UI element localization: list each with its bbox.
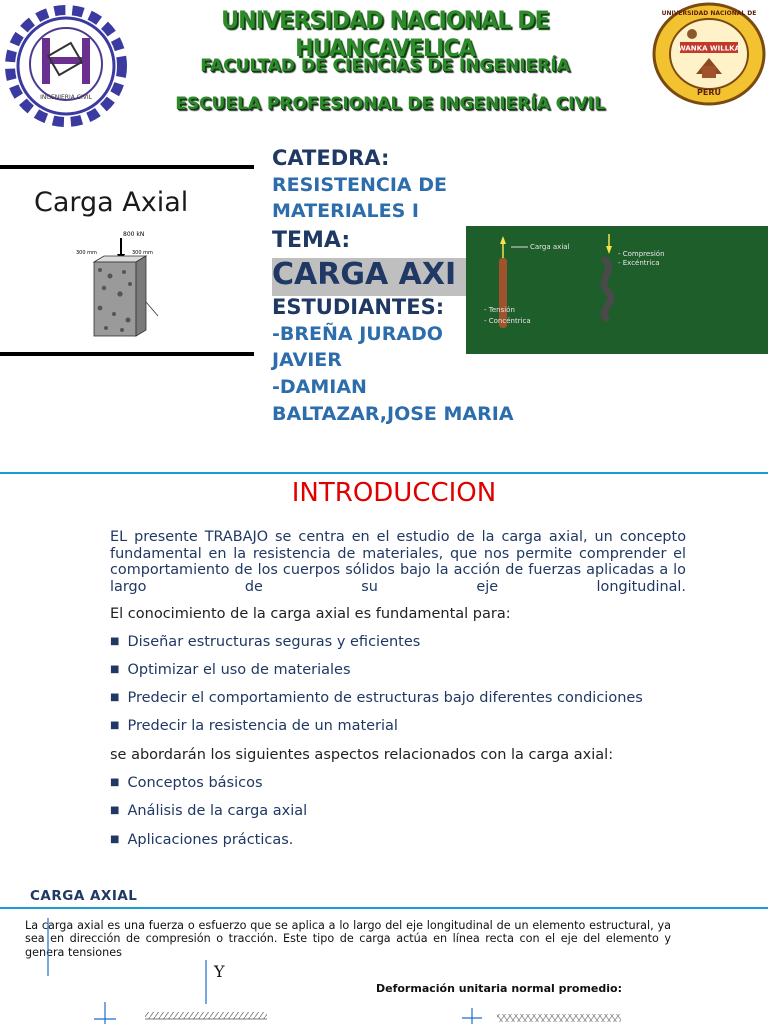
board-label-excentrica: - Excéntrica bbox=[618, 259, 660, 267]
bullet-item: ■ Optimizar el uso de materiales bbox=[110, 662, 351, 678]
axial-diagrams bbox=[0, 912, 768, 1024]
bullet-item: ■ Análisis de la carga axial bbox=[110, 803, 308, 819]
cover-title: Carga Axial bbox=[34, 187, 189, 218]
intro-lead-2: se abordarán los siguientes aspectos relacionados con la carga axial: bbox=[110, 747, 614, 763]
dim-left: 300 mm bbox=[76, 250, 97, 256]
cover-top-rule bbox=[0, 165, 254, 169]
student-2-line-1: -DAMIAN bbox=[272, 376, 367, 398]
board-label-tension: - Tensión bbox=[484, 306, 515, 314]
tema-label: TEMA: bbox=[272, 228, 351, 253]
student-2-line-2: BALTAZAR,JOSE MARIA bbox=[272, 403, 514, 425]
bullet-item: ■ Predecir el comportamiento de estructuras bajo diferentes condiciones bbox=[110, 690, 643, 706]
intro-title: INTRODUCCION bbox=[291, 478, 497, 508]
section-divider bbox=[0, 472, 768, 474]
catedra-value-2: MATERIALES I bbox=[272, 200, 419, 222]
chalkboard-drawing bbox=[466, 226, 768, 354]
bullet-item: ■ Aplicaciones prácticas. bbox=[110, 832, 294, 848]
chalkboard-image bbox=[466, 226, 768, 354]
cover-bottom-rule bbox=[0, 352, 254, 356]
estudiantes-label: ESTUDIANTES: bbox=[272, 295, 445, 319]
board-label-compresion: - Compresión bbox=[618, 250, 665, 258]
civil-engineering-gear-logo bbox=[2, 2, 130, 130]
seal-top-text: UNIVERSIDAD NACIONAL DE bbox=[661, 10, 757, 17]
school-name: ESCUELA PROFESIONAL DE INGENIERÍA CIVIL bbox=[175, 94, 605, 114]
section-underline bbox=[0, 907, 768, 909]
deformation-label: Deformación unitaria normal promedio: bbox=[376, 982, 622, 995]
section-text: La carga axial es una fuerza o esfuerzo que se aplica a lo largo del eje longitudinal de un elemento estructural, ya sea en dirección de compresión o tracción. Este tipo de carga actúa en línea recta con el eje del elemento y genera tensiones bbox=[25, 919, 671, 959]
catedra-label: CATEDRA: bbox=[272, 146, 390, 170]
intro-lead-1: El conocimiento de la carga axial es fundamental para: bbox=[110, 606, 511, 622]
faculty-name: FACULTAD DE CIENCIAS DE INGENIERÍA bbox=[200, 56, 570, 76]
student-1-line-2: JAVIER bbox=[272, 349, 342, 371]
intro-paragraph: EL presente TRABAJO se centra en el estudio de la carga axial, un concepto fundamental en la resistencia de materiales, que nos permite comprender el comportamiento de los cuerpos sólidos bajo la acción de fuerzas aplicadas a lo largo de su eje longitudinal. bbox=[110, 529, 686, 595]
catedra-value-1: RESISTENCIA DE bbox=[272, 174, 447, 196]
board-label-concentrica: - Concéntrica bbox=[484, 317, 531, 325]
tema-value: CARGA AXI bbox=[272, 257, 457, 292]
gear-logo-text: INGENIERIA CIVIL bbox=[40, 94, 92, 101]
seal-bottom-text: PERU bbox=[697, 88, 721, 97]
seal-band-text: WANKA WILLKA bbox=[677, 44, 741, 53]
bullet-item: ■ Predecir la resistencia de un material bbox=[110, 718, 398, 734]
y-axis-label: Y bbox=[214, 962, 225, 981]
university-name: UNIVERSIDAD NACIONAL DE HUANCAVELICA bbox=[221, 6, 549, 62]
student-1-line-1: -BREÑA JURADO bbox=[272, 323, 443, 345]
university-seal bbox=[652, 2, 766, 106]
section-title: CARGA AXIAL bbox=[30, 888, 138, 904]
bullet-item: ■ Diseñar estructuras seguras y eficientes bbox=[110, 634, 421, 650]
bullet-item: ■ Conceptos básicos bbox=[110, 775, 263, 791]
load-label: 800 kN bbox=[123, 231, 145, 238]
dim-right: 300 mm bbox=[132, 250, 153, 256]
loaded-column-figure bbox=[76, 230, 166, 340]
board-label-axial: Carga axial bbox=[530, 243, 570, 251]
